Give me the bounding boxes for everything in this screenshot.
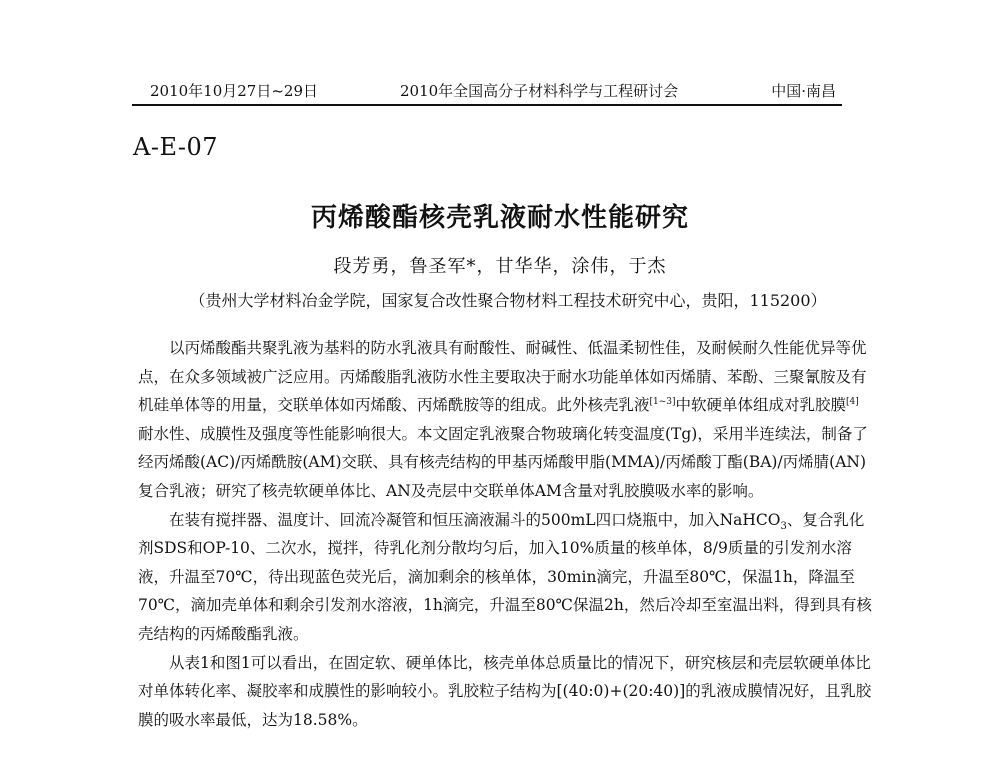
paragraph-1-text-a: 以丙烯酸酯共聚乳液为基料的防水乳液具有耐酸性、耐碱性、低温柔韧性佳，及耐候耐久性能优异等优点，在众多领域被广泛应用。丙烯酸脂乳液防水性主要取决于耐水功能单体如丙烯腈、苯酚、三聚氰胺及有机硅单体等的用量，交联单体如丙烯酸、丙烯酰胺等的组成。此外核壳乳液 [138,339,867,415]
running-header [132,80,842,106]
body-text [138,334,873,734]
paper-id: A-E-07 [133,133,219,161]
paper-affiliation: （贵州大学材料冶金学院，国家复合改性聚合物材料工程技术研究中心，贵阳，115200） [189,291,827,310]
header-location: 中国·南昌 [771,82,836,100]
paragraph-2-text-a: 在装有搅拌器、温度计、回流冷凝管和恒压滴液漏斗的500mL四口烧瓶中，加入NaHCO [169,510,781,529]
paper-title: 丙烯酸酯核壳乳液耐水性能研究 [310,203,689,233]
header-date: 2010年10月27日~29日 [150,82,319,100]
paragraph-1 [138,334,873,506]
citation-1-3: [1~3] [649,397,676,408]
header-conference: 2010年全国高分子材料科学与工程研讨会 [400,82,679,100]
citation-4: [4] [846,397,859,408]
paragraph-2 [138,506,873,649]
paragraph-1-text-c: 耐水性、成膜性及强度等性能影响很大。本文固定乳液聚合物玻璃化转变温度(Tg)，采用半连续法，制备了经丙烯酸(AC)/丙烯酰胺(AM)交联、具有核壳结构的甲基丙烯酸甲脂(MMA)/丙烯酸丁酯(BA)/丙烯腈(AN)复合乳液；研究了核壳软硬单体比、AN及壳层中交联单体AM含量对乳胶膜吸水率的影响。 [138,424,868,500]
subscript-3: 3 [780,520,787,532]
paragraph-2-text-b: 、复合乳化剂SDS和OP-10、二次水，搅拌，待乳化剂分散均匀后，加入10%质量的核单体，8/9质量的引发剂水溶液，升温至70℃，待出现蓝色荧光后，滴加剩余的核单体，30min滴完，升温至80℃，保温1h，降温至70℃，滴加壳单体和剩余引发剂水溶液，1h滴完，升温至80℃保温2h，然后冷却至室温出料，得到具有核壳结构的丙烯酸酯乳液。 [138,510,872,643]
paragraph-3: 从表1和图1可以看出，在固定软、硬单体比，核壳单体总质量比的情况下，研究核层和壳层软硬单体比对单体转化率、凝胶率和成膜性的影响较小。乳胶粒子结构为[(40:0)+(20:40)]的乳液成膜情况好，且乳胶膜的吸水率最低，达为18.58%。 [138,653,872,729]
paper-authors: 段芳勇，鲁圣军*，甘华华，涂伟，于杰 [333,256,667,277]
paragraph-1-text-b: 中软硬单体组成对乳胶膜 [675,396,847,415]
